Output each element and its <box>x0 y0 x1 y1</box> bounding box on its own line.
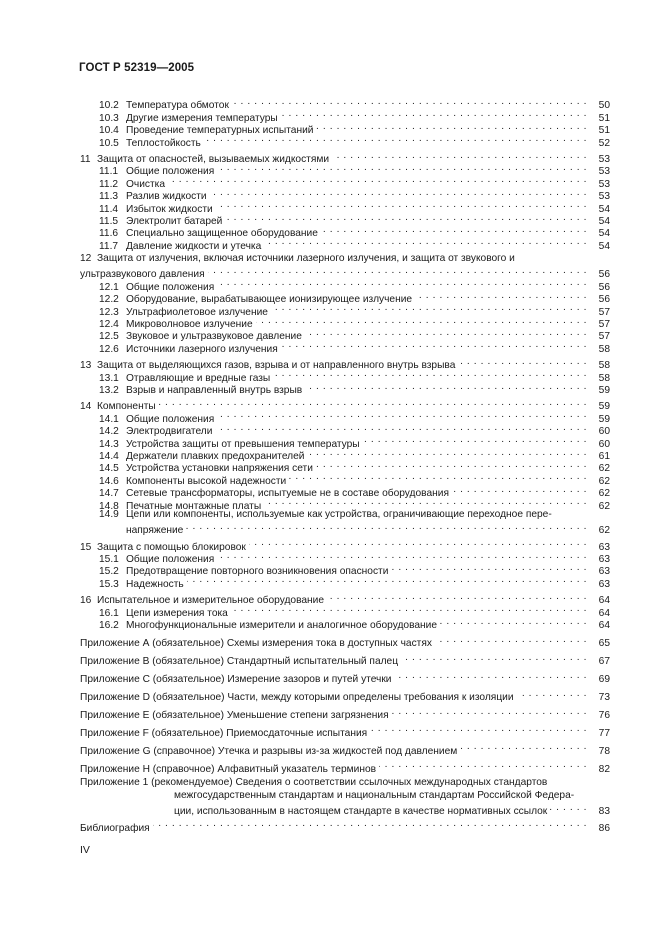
toc-number: 11.4 <box>99 203 119 215</box>
toc-title: Проведение температурных испытаний <box>126 125 314 137</box>
toc-entry <box>80 277 610 293</box>
toc-entry <box>80 162 610 178</box>
toc-title: Электродвигатели <box>126 426 213 438</box>
toc-number: 11.5 <box>99 215 119 227</box>
toc-page-number: 62 <box>598 525 610 537</box>
toc-leader-dots <box>392 706 587 718</box>
toc-number: 12 <box>80 252 92 264</box>
toc-page-number: 61 <box>598 450 610 462</box>
toc-number: 11.2 <box>99 178 119 190</box>
toc-leader-dots <box>264 236 587 248</box>
toc-number: 16 <box>80 595 92 607</box>
page-number: IV <box>80 844 90 856</box>
toc-leader-dots <box>281 108 587 120</box>
toc-title: Предотвращение повторного возникновения опасности <box>126 566 389 578</box>
toc-appendix <box>80 741 610 757</box>
toc-title: Разлив жидкости <box>126 191 207 203</box>
toc-page-number: 78 <box>598 745 610 757</box>
toc-page-number: 62 <box>598 488 610 500</box>
toc-appendix-continuation <box>80 802 610 818</box>
toc-number: 14.9 <box>99 508 119 520</box>
toc-page-number: 76 <box>598 709 610 721</box>
toc-page-number: 54 <box>598 215 610 227</box>
toc-leader-dots <box>159 397 587 409</box>
toc-leader-dots <box>415 290 587 302</box>
toc-leader-dots <box>321 224 587 236</box>
toc-entry <box>80 397 610 413</box>
toc-number: 13 <box>80 360 92 372</box>
toc-title: Общие положения <box>126 554 215 566</box>
toc-leader-dots <box>215 422 587 434</box>
toc-appendix <box>80 688 610 704</box>
toc-page-number: 53 <box>598 153 610 165</box>
toc-leader-dots <box>231 603 587 615</box>
toc-entry <box>80 537 610 553</box>
toc-page-number: 58 <box>598 343 610 355</box>
toc-page-number: 53 <box>598 166 610 178</box>
toc-page-number: 53 <box>598 191 610 203</box>
toc-title: Ультрафиолетовое излучение <box>126 306 268 318</box>
toc-entry-continuation <box>80 521 610 537</box>
toc-title: Приложение G (справочное) Утечка и разрывы из-за жидкостей под давлением <box>80 745 458 757</box>
toc-appendix <box>80 706 610 721</box>
toc-number: 11.1 <box>99 166 119 178</box>
toc-number: 12.2 <box>99 294 119 306</box>
toc-entry <box>80 562 610 578</box>
toc-number: 11.3 <box>99 191 119 203</box>
toc-number: 11.7 <box>99 240 119 252</box>
toc-number: 12.1 <box>99 281 119 293</box>
toc-page-number: 65 <box>598 638 610 650</box>
toc-page-number: 57 <box>598 319 610 331</box>
toc-page-number: 73 <box>598 692 610 704</box>
toc-leader-dots <box>370 723 587 735</box>
toc-leader-dots <box>289 471 587 483</box>
toc-bibliography <box>80 818 610 834</box>
toc-leader-dots <box>395 670 587 682</box>
toc-appendix <box>80 759 610 775</box>
toc-title: Общие положения <box>126 166 215 178</box>
toc-entry <box>80 121 610 137</box>
toc-title: Сетевые трансформаторы, испытуемые не в составе оборудования <box>126 488 449 500</box>
toc-page-number: 56 <box>598 281 610 293</box>
toc-title: Оборудование, вырабатывающее ионизирующее излучение <box>126 294 413 306</box>
toc-page-number: 82 <box>598 763 610 775</box>
toc-page-number: 77 <box>598 727 610 739</box>
toc-number: 12.5 <box>99 331 119 343</box>
toc-leader-dots <box>550 802 587 814</box>
toc-title: Цепи или компоненты, используемые как устройства, ограничивающие переходное пере- <box>126 508 552 520</box>
toc-page-number: 64 <box>598 607 610 619</box>
toc-entry <box>80 108 610 124</box>
toc-entry <box>80 199 610 215</box>
document-header: ГОСТ Р 52319—2005 <box>79 62 195 74</box>
toc-page-number: 86 <box>598 822 610 834</box>
toc-title: Надежность <box>126 578 184 590</box>
toc-leader-dots <box>391 562 587 574</box>
toc-entry <box>80 591 610 607</box>
toc-entry-continuation <box>80 265 610 281</box>
table-of-contents <box>80 96 610 834</box>
toc-entry <box>80 327 610 343</box>
toc-page-number: 51 <box>598 112 610 124</box>
toc-entry <box>80 484 610 500</box>
toc-title: Компоненты высокой надежности <box>126 475 287 487</box>
toc-entry <box>80 290 610 306</box>
toc-entry <box>80 224 610 240</box>
toc-entry <box>80 459 610 475</box>
toc-page-number: 54 <box>598 240 610 252</box>
toc-entry <box>80 339 610 355</box>
toc-number: 11.6 <box>99 228 119 240</box>
toc-leader-dots <box>363 434 587 446</box>
toc-title: Отравляющие и вредные газы <box>126 372 271 384</box>
toc-title: Многофункциональные измерители и аналогичное оборудование <box>126 620 438 632</box>
toc-leader-dots <box>249 537 587 549</box>
toc-entry <box>80 381 610 396</box>
toc-leader-dots <box>332 150 587 162</box>
toc-title: Приложение D (обязательное) Части, между которыми определены требования к изоляции <box>80 692 514 704</box>
toc-leader-dots <box>204 133 587 145</box>
toc-number: 13.2 <box>99 384 119 396</box>
toc-page-number: 56 <box>598 294 610 306</box>
toc-leader-dots <box>517 688 587 700</box>
toc-page-number: 59 <box>598 384 610 396</box>
toc-number: 14.2 <box>99 426 119 438</box>
toc-number: 10.3 <box>99 112 119 124</box>
toc-entry <box>80 434 610 450</box>
toc-entry <box>80 550 610 566</box>
toc-page-number: 64 <box>598 620 610 632</box>
toc-page-number: 63 <box>598 566 610 578</box>
toc-entry <box>80 236 610 252</box>
toc-number: 12.4 <box>99 319 119 331</box>
toc-title: Держатели плавких предохранителей <box>126 450 305 462</box>
toc-leader-dots <box>210 187 587 199</box>
toc-leader-dots <box>305 327 587 339</box>
toc-entry <box>80 496 610 512</box>
toc-leader-dots <box>168 174 587 186</box>
toc-title: Источники лазерного излучения <box>126 343 278 355</box>
toc-title: напряжение <box>126 525 184 537</box>
toc-title: Общие положения <box>126 413 215 425</box>
toc-entry <box>80 96 610 112</box>
toc-page-number: 64 <box>598 595 610 607</box>
toc-title: Другие измерения температуры <box>126 112 278 124</box>
toc-number: 14.5 <box>99 463 119 475</box>
toc-appendix-continuation <box>80 790 610 802</box>
toc-title: Приложение Е (обязательное) Уменьшение степени загрязнения <box>80 709 389 721</box>
toc-leader-dots <box>316 459 587 471</box>
toc-leader-dots <box>208 265 587 277</box>
toc-page-number: 58 <box>598 372 610 384</box>
toc-title: ции, использованным в настоящем стандарте в качестве нормативных ссылок <box>174 806 548 818</box>
toc-entry <box>80 174 610 190</box>
toc-number: 13.1 <box>99 372 119 384</box>
toc-title: Приложение Н (справочное) Алфавитный указатель терминов <box>80 763 377 775</box>
toc-leader-dots <box>217 277 587 289</box>
toc-page-number: 62 <box>598 500 610 512</box>
toc-page-number: 63 <box>598 541 610 553</box>
toc-leader-dots <box>187 574 587 586</box>
toc-entry <box>80 574 610 590</box>
toc-title: Теплостойкость <box>126 137 201 149</box>
toc-leader-dots <box>217 550 587 562</box>
toc-title: Приложение В (обязательное) Стандартный испытательный палец <box>80 656 399 668</box>
toc-page-number: 69 <box>598 674 610 686</box>
toc-entry <box>80 409 610 425</box>
toc-number: 10.2 <box>99 100 119 112</box>
toc-entry <box>80 150 610 165</box>
toc-page-number: 60 <box>598 426 610 438</box>
toc-page-number: 59 <box>598 413 610 425</box>
toc-page-number: 54 <box>598 203 610 215</box>
toc-title: Устройства установки напряжения сети <box>126 463 313 475</box>
toc-title: Приложение 1 (рекомендуемое) Сведения о соответствии ссылочных международных стандартов <box>80 777 548 789</box>
toc-title: Приложение С (обязательное) Измерение зазоров и путей утечки <box>80 674 392 686</box>
toc-number: 14.3 <box>99 438 119 450</box>
toc-entry <box>80 133 610 149</box>
toc-number: 10.5 <box>99 137 119 149</box>
toc-number: 15.1 <box>99 554 119 566</box>
toc-leader-dots <box>153 818 587 830</box>
toc-title: Общие положения <box>126 281 215 293</box>
toc-leader-dots <box>440 616 587 628</box>
toc-page-number: 57 <box>598 306 610 318</box>
toc-number: 12.3 <box>99 306 119 318</box>
toc-leader-dots <box>435 634 587 646</box>
toc-number: 14.7 <box>99 488 119 500</box>
toc-page-number: 56 <box>598 269 610 281</box>
toc-leader-dots <box>316 121 587 133</box>
toc-title: Звуковое и ультразвуковое давление <box>126 331 302 343</box>
toc-leader-dots <box>305 381 587 393</box>
toc-leader-dots <box>307 447 587 459</box>
toc-entry <box>80 368 610 384</box>
toc-title: Специально защищенное оборудование <box>126 228 318 240</box>
toc-title: Защита от опасностей, вызываемых жидкостями <box>97 153 330 165</box>
toc-title: межгосударственным стандартам и национальным стандартам Российской Федера- <box>174 789 575 801</box>
toc-page-number: 62 <box>598 475 610 487</box>
toc-title: Защита с помощью блокировок <box>97 541 246 553</box>
toc-page-number: 57 <box>598 331 610 343</box>
toc-entry <box>80 603 610 619</box>
toc-number: 10.4 <box>99 125 119 137</box>
toc-leader-dots <box>458 356 587 368</box>
toc-page-number: 59 <box>598 401 610 413</box>
toc-leader-dots <box>217 162 587 174</box>
toc-page-number: 63 <box>598 578 610 590</box>
toc-number: 16.2 <box>99 620 119 632</box>
toc-leader-dots <box>327 591 587 603</box>
toc-title: Печатные монтажные платы <box>126 500 262 512</box>
toc-title: Защита от выделяющихся газов, взрыва и от направленного внутрь взрыва <box>97 360 456 372</box>
toc-page-number: 67 <box>598 656 610 668</box>
toc-entry <box>80 302 610 318</box>
toc-number: 14.4 <box>99 450 119 462</box>
toc-title: Температура обмоток <box>126 100 229 112</box>
toc-leader-dots <box>256 315 587 327</box>
toc-page-number: 58 <box>598 360 610 372</box>
toc-page-number: 54 <box>598 228 610 240</box>
toc-page-number: 60 <box>598 438 610 450</box>
toc-leader-dots <box>460 741 587 753</box>
toc-entry <box>80 422 610 438</box>
toc-page-number: 51 <box>598 125 610 137</box>
toc-number: 15 <box>80 541 92 553</box>
toc-number: 12.6 <box>99 343 119 355</box>
toc-leader-dots <box>186 521 587 533</box>
toc-title: Защита от излучения, включая источники лазерного излучения, и защита от звукового и <box>97 252 515 264</box>
toc-title: Электролит батарей <box>126 215 223 227</box>
toc-title: Микроволновое излучение <box>126 319 253 331</box>
toc-leader-dots <box>225 212 587 224</box>
toc-title: Компоненты <box>97 401 156 413</box>
toc-number: 14.8 <box>99 500 119 512</box>
toc-page-number: 83 <box>598 806 610 818</box>
toc-leader-dots <box>271 302 587 314</box>
toc-leader-dots <box>232 96 587 108</box>
toc-title: Устройства защиты от превышения температуры <box>126 438 360 450</box>
toc-appendix <box>80 670 610 686</box>
toc-entry <box>80 447 610 462</box>
toc-title: Взрыв и направленный внутрь взрыв <box>126 384 303 396</box>
toc-title: Приложение F (обязательное) Приемосдаточные испытания <box>80 727 368 739</box>
toc-title: Приложение А (обязательное) Схемы измерения тока в доступных частях <box>80 638 432 650</box>
toc-entry <box>80 315 610 331</box>
toc-entry <box>80 253 610 265</box>
toc-leader-dots <box>452 484 587 496</box>
toc-number: 14.6 <box>99 475 119 487</box>
toc-entry <box>80 616 610 632</box>
toc-entry <box>80 187 610 203</box>
toc-page-number: 63 <box>598 554 610 566</box>
toc-title: Библиография <box>80 822 150 834</box>
toc-title: Цепи измерения тока <box>126 607 228 619</box>
toc-title: Испытательное и измерительное оборудование <box>97 595 325 607</box>
toc-leader-dots <box>216 199 587 211</box>
toc-number: 15.3 <box>99 578 119 590</box>
toc-appendix <box>80 652 610 668</box>
toc-entry <box>80 356 610 372</box>
toc-title: Очистка <box>126 178 166 190</box>
toc-leader-dots <box>281 339 587 351</box>
toc-page-number: 50 <box>598 100 610 112</box>
toc-title: Избыток жидкости <box>126 203 213 215</box>
toc-number: 15.2 <box>99 566 119 578</box>
toc-leader-dots <box>379 759 587 771</box>
toc-leader-dots <box>273 368 587 380</box>
toc-appendix <box>80 777 610 789</box>
toc-leader-dots <box>217 409 587 421</box>
toc-page-number: 53 <box>598 178 610 190</box>
toc-entry <box>80 509 610 521</box>
toc-entry <box>80 212 610 227</box>
toc-appendix <box>80 634 610 650</box>
toc-title: ультразвукового давления <box>80 269 205 281</box>
toc-leader-dots <box>401 652 587 664</box>
toc-leader-dots <box>264 496 587 508</box>
toc-page-number: 52 <box>598 137 610 149</box>
toc-appendix <box>80 723 610 739</box>
toc-page-number: 62 <box>598 463 610 475</box>
toc-number: 14.1 <box>99 413 119 425</box>
toc-entry <box>80 471 610 487</box>
toc-number: 14 <box>80 401 92 413</box>
toc-number: 16.1 <box>99 607 119 619</box>
toc-title: Давление жидкости и утечка <box>126 240 262 252</box>
toc-number: 11 <box>80 153 91 165</box>
